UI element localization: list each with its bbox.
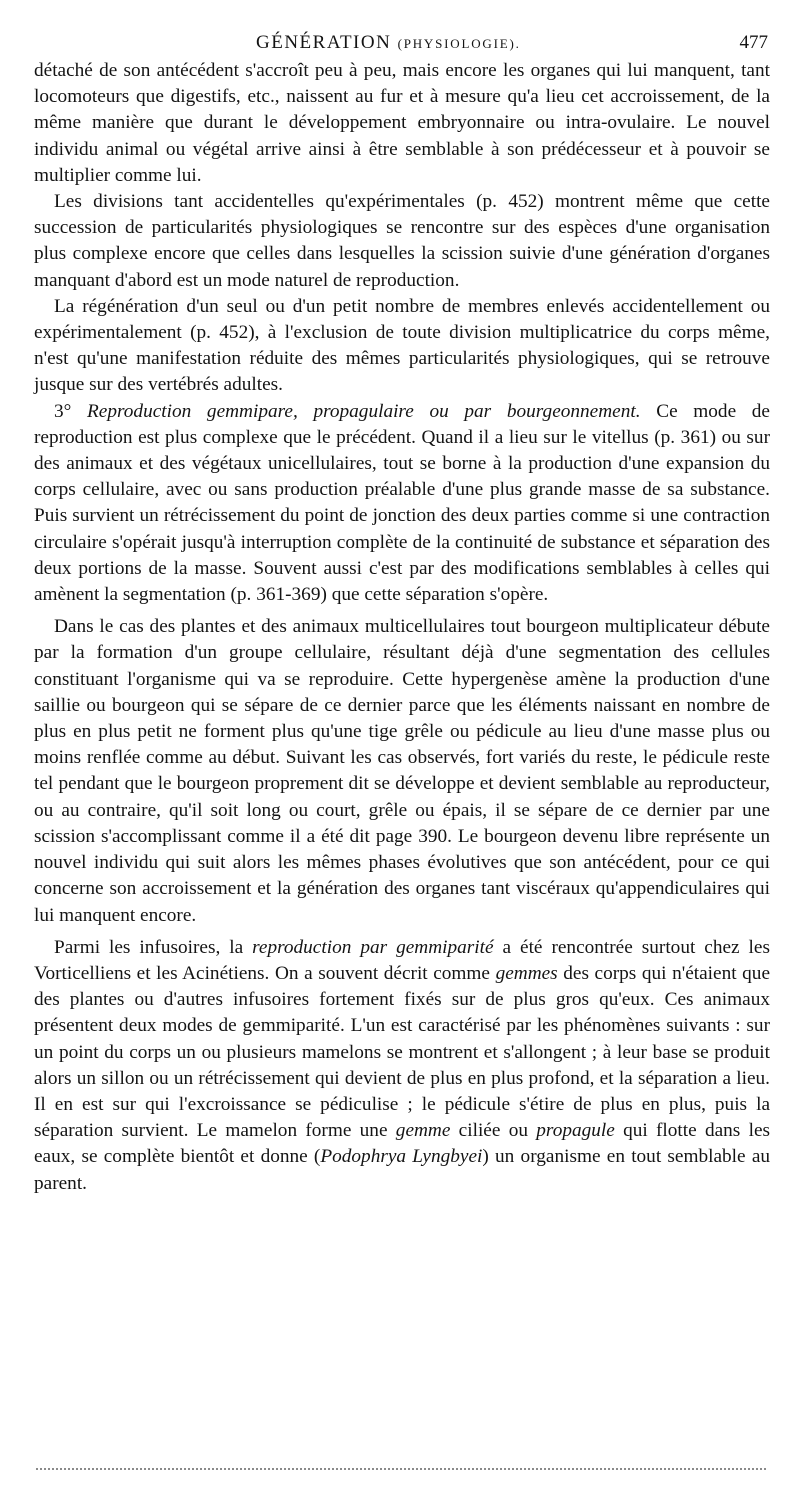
paragraph-2: Les divisions tant accidentelles qu'expérimentales (p. 452) montrent même que cette succession de particularités physiologiques se rencontre sur des espèces d'une organisation plus complexe encore que celles dans lesquelles la scission suivie d'une génération d'organes manquant d'abord est un mode naturel de reproduction. [34, 191, 770, 291]
term-gemmes: gemmes [495, 962, 558, 984]
term-propagule: propagule [536, 1120, 615, 1142]
paragraph-4 [34, 399, 770, 609]
paragraph-4-text: Ce mode de reproduction est plus complexe que le précédent. Quand il a lieu sur le vitellus (p. 361) ou sur des animaux et des végétaux unicellulaires, tout se borne à la production d'une expansion du corps cellulaire, avec ou sans production préalable d'une plus grande masse de sa substance. Puis survient un rétrécissement du point de jonction des deux parties comme si une contraction circulaire s'opérait jusqu'à interruption complète de la continuité de substance et séparation des deux portions de la masse. Souvent aussi c'est par des modifications semblables à celles qui amènent la segmentation (p. 361-369) que cette séparation s'opère. [34, 400, 770, 606]
paragraph-6-part-2: a été rencontrée surtout chez les Vorticelliens et les Acinétiens. On a souvent décrit comme [34, 936, 770, 984]
running-title-subtitle: (PHYSIOLOGIE). [397, 36, 521, 51]
document-page [34, 28, 770, 1197]
paragraph-5: Dans le cas des plantes et des animaux multicellulaires tout bourgeon multiplicateur débute par la formation d'un groupe cellulaire, résultant déjà d'une segmentation des cellules constituant l'organisme qui va se reproduire. Cette hypergenèse amène la production d'une saillie ou bourgeon qui se sépare de ce dernier parce que les éléments naissant en nombre de plus en plus petit ne forment plus qu'une tige grêle ou pédicule au lieu d'une masse plus ou moins renflée comme au début. Suivant les cas observés, fort variés du reste, le pédicule reste tel pendant que le bourgeon proprement dit se développe et devient semblable au reproducteur, ou au contraire, qu'il soit long ou court, grêle ou épais, il se sépare de ce dernier par une scission s'accomplissant comme il a été dit page 390. Le bourgeon devenu libre représente un nouvel individu qui suit alors les mêmes phases évolutives que son antécédent, pour ce qui concerne son accroissement et la génération des organes tant viscéraux qu'appendiculaires qui lui manquent encore. [34, 616, 770, 926]
paragraph-6-part-6: ) un organisme en tout semblable au parent. [34, 1146, 771, 1194]
paragraph-6-part-1: Parmi les infusoires, la [54, 936, 253, 958]
page-number: 477 [739, 32, 768, 53]
section-number: 3° [54, 400, 72, 422]
running-header [34, 28, 770, 58]
footer-dotted-rule [36, 1468, 766, 1470]
paragraph-6 [34, 935, 770, 1197]
body-text [34, 58, 770, 1197]
running-title-main: GÉNÉRATION [256, 32, 392, 53]
paragraph-6-part-4: ciliée ou [450, 1120, 537, 1142]
paragraph-1: détaché de son antécédent s'accroît peu à peu, mais encore les organes qui lui manquent, tant locomoteurs que digestifs, etc., naissent au fur et à mesure qu'a lieu cet accroissement, de la même manière que durant le développement embryonnaire ou intra-ovulaire. Le nouvel individu animal ou végétal arrive ainsi à être semblable à son prédécesseur et à pouvoir se multiplier comme lui. [34, 60, 770, 186]
term-podophrya-lyngbyei: Podophrya Lyngbyei [320, 1146, 483, 1168]
section-title: Reproduction gemmipare, propagulaire ou par bourgeonnement. [87, 400, 641, 422]
term-reproduction-par-gemmiparite: reproduction par gemmiparité [252, 936, 494, 958]
paragraph-6-part-5: qui flotte dans les eaux, se complète bientôt et donne ( [34, 1120, 771, 1168]
term-gemme: gemme [395, 1120, 451, 1142]
paragraph-3: La régénération d'un seul ou d'un petit nombre de membres enlevés accidentellement ou expérimentalement (p. 452), à l'exclusion de toute division multiplicatrice du corps même, n'est qu'une manifestation réduite des mêmes particularités physiologiques, qui se retrouve jusque sur des vertébrés adultes. [34, 295, 770, 396]
running-title [256, 28, 521, 59]
paragraph-6-part-3: des corps qui n'étaient que des plantes ou d'autres infusoires fortement fixés sur de plus gros qu'eux. Ces animaux présentent deux modes de gemmiparité. L'un est caractérisé par les phénomènes suivants : sur un point du corps un ou plusieurs mamelons se montrent et s'allongent ; à leur base se produit alors un sillon ou un rétrécissement qui devient de plus en plus profond, et la séparation a lieu. Il en est sur qui l'excroissance se pédiculise ; le pédicule s'étire de plus en plus, puis la séparation survient. Le mamelon forme une [34, 962, 771, 1142]
